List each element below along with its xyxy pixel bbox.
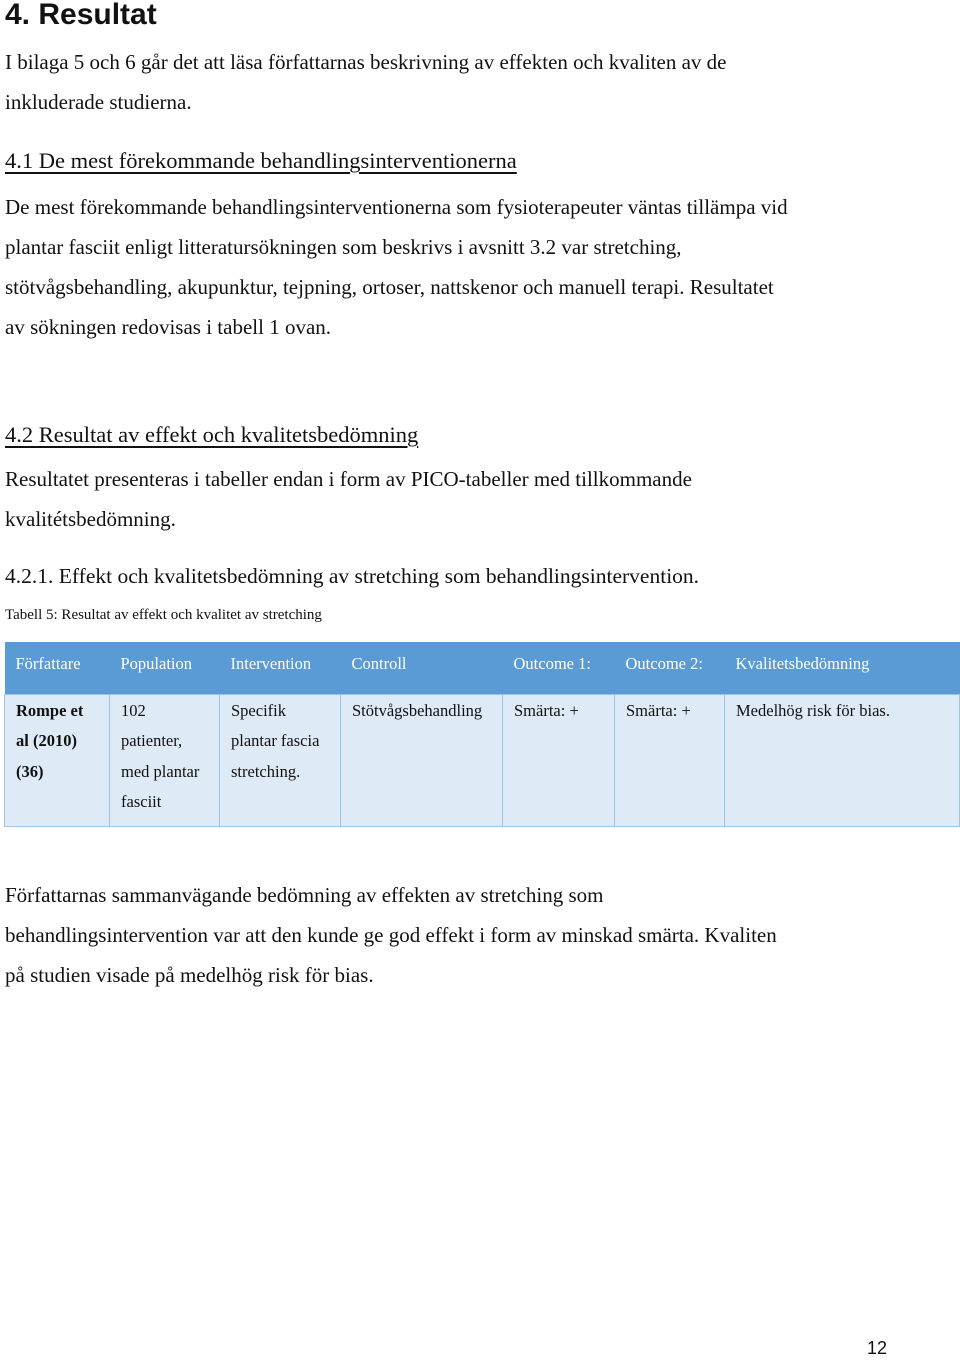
paragraph-line: kvalitétsbedömning. bbox=[5, 507, 176, 531]
cell-intervention bbox=[220, 694, 341, 826]
paragraph-line: De mest förekommande behandlingsinterventionerna som fysioterapeuter väntas tillämpa vid bbox=[5, 195, 788, 219]
pico-table bbox=[4, 642, 960, 827]
cell-line: Rompe et bbox=[16, 700, 84, 720]
cell-quality bbox=[725, 694, 960, 826]
cell-line: stretching. bbox=[231, 761, 301, 781]
paragraph-line: Författarnas sammanvägande bedömning av effekten av stretching som bbox=[5, 883, 604, 907]
header-outcome-1: Outcome 1: bbox=[503, 642, 615, 694]
conclusion-paragraph bbox=[5, 875, 777, 995]
paragraph-line: på studien visade på medelhög risk för bias. bbox=[5, 963, 374, 987]
cell-line: (36) bbox=[16, 761, 44, 781]
cell-population bbox=[110, 694, 220, 826]
cell-line: Medelhög risk för bias. bbox=[736, 700, 890, 720]
table-caption: Tabell 5: Resultat av effekt och kvalitet av stretching bbox=[5, 607, 322, 623]
cell-line: Smärta: + bbox=[514, 700, 579, 720]
cell-control bbox=[341, 694, 503, 826]
section-41-paragraph bbox=[5, 187, 788, 347]
cell-line: 102 bbox=[121, 700, 146, 720]
header-outcome-2: Outcome 2: bbox=[615, 642, 725, 694]
intro-line: I bilaga 5 och 6 går det att läsa författarnas beskrivning av effekten och kvaliten av de bbox=[5, 50, 727, 74]
paragraph-line: av sökningen redovisas i tabell 1 ovan. bbox=[5, 315, 332, 339]
paragraph-line: Resultatet presenteras i tabeller endan i form av PICO-tabeller med tillkommande bbox=[5, 467, 692, 491]
cell-line: med plantar bbox=[121, 761, 200, 781]
section-41-heading: 4.1 De mest förekommande behandlingsinterventionerna bbox=[5, 148, 517, 173]
cell-line: al (2010) bbox=[16, 731, 77, 750]
table-row bbox=[5, 694, 960, 826]
intro-paragraph bbox=[5, 42, 727, 122]
header-population: Population bbox=[110, 642, 220, 694]
cell-outcome-1 bbox=[503, 694, 615, 826]
paragraph-line: plantar fasciit enligt litteratursökningen som beskrivs i avsnitt 3.2 var stretching, bbox=[5, 235, 682, 259]
section-42-heading: 4.2 Resultat av effekt och kvalitetsbedömning bbox=[5, 422, 419, 447]
cell-line: Stötvågsbehandling bbox=[352, 700, 483, 720]
paragraph-line: stötvågsbehandling, akupunktur, tejpning, ortoser, nattskenor och manuell terapi. Resultatet bbox=[5, 275, 774, 299]
header-intervention: Intervention bbox=[220, 642, 341, 694]
cell-line: Smärta: + bbox=[626, 700, 691, 720]
page-heading: 4. Resultat bbox=[5, 0, 157, 31]
header-quality: Kvalitetsbedömning bbox=[725, 642, 960, 694]
cell-line: patienter, bbox=[121, 731, 183, 750]
header-author: Författare bbox=[5, 642, 110, 694]
table-header-row bbox=[5, 642, 960, 694]
intro-line: inkluderade studierna. bbox=[5, 90, 192, 114]
section-42-paragraph bbox=[5, 459, 692, 539]
header-control: Controll bbox=[341, 642, 503, 694]
cell-line: plantar fascia bbox=[231, 731, 320, 750]
cell-outcome-2 bbox=[615, 694, 725, 826]
section-421-heading: 4.2.1. Effekt och kvalitetsbedömning av stretching som behandlingsintervention. bbox=[5, 564, 700, 588]
page-number: 12 bbox=[867, 1338, 888, 1358]
cell-author bbox=[5, 694, 110, 826]
cell-line: Specifik bbox=[231, 700, 286, 720]
cell-line: fasciit bbox=[121, 792, 162, 811]
paragraph-line: behandlingsintervention var att den kunde ge god effekt i form av minskad smärta. Kvaliten bbox=[5, 923, 777, 947]
